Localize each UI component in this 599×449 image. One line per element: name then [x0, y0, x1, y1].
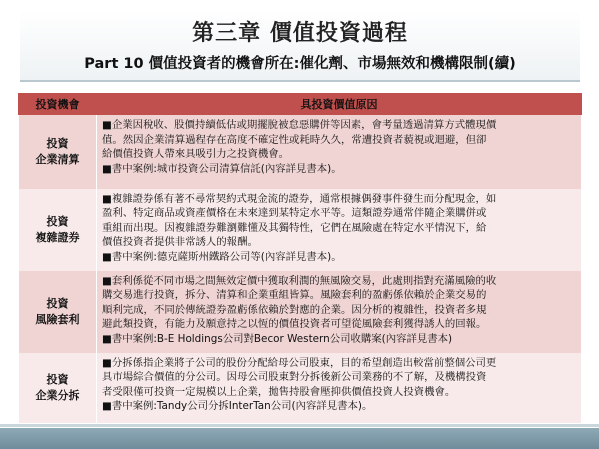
footer-divider: [0, 424, 599, 427]
column-header-reason: 具投資價值原因: [97, 94, 582, 115]
category-line: 企業清算: [35, 152, 80, 166]
row-reason: [97, 189, 582, 271]
category-line: 投資: [46, 372, 69, 386]
row-category: [19, 271, 97, 353]
page-subtitle: Part 10 價值投資者的機會所在:催化劑、市場無效和機構限制(續): [84, 56, 516, 72]
category-line: 複雜證券: [35, 230, 80, 244]
reason-line: 值。然因企業清算過程存在高度不確定性或耗時久久，常遭投資者藐視或迴避，但卻: [102, 133, 487, 146]
reason-line: 順利完成，不同於傳統證券盈虧係依賴於對應的企業。因分析的複雜性，投資者多規: [102, 303, 487, 316]
table-row: [19, 353, 582, 423]
row-reason: [97, 271, 582, 353]
table-row: [19, 115, 582, 189]
reason-line: ■分拆係指企業將子公司的股份分配給母公司股東，目的希望創造出較當前整個公司更: [102, 356, 497, 369]
reason-line: ■企業因稅收、股價持續低估或期擺脫被怠惡購併等因素，會考量透過清算方式體現價: [102, 119, 497, 131]
row-reason: [97, 115, 582, 189]
reason-line: 價值投資者提供非常誘人的報酬。: [102, 236, 258, 249]
reason-line: ■書中案例:德克薩斯州鐵路公司等(內容詳見書本)。: [102, 250, 342, 263]
row-category: [19, 189, 97, 271]
reason-line: 避此類投資，有能力及願意持之以恆的價值投資者可望從風險套利獲得誘人的回報。: [102, 318, 487, 331]
reason-line: ■書中案例:城市投資公司清算信託(內容詳見書本)。: [102, 162, 342, 175]
reason-line: ■複雜證券係有著不尋常契約式現金流的證券，通常根據偶發事件發生而分配現金，如: [102, 192, 497, 205]
reason-line: 者受限僅可投資一定規模以上企業，拋售持股會壓抑供價值投資人投資機會。: [102, 385, 456, 398]
category-line: 風險套利: [35, 312, 80, 326]
page-title: 第三章 價值投資過程: [192, 20, 408, 46]
column-header-opportunity: 投資機會: [19, 94, 97, 115]
reason-line: ■套利係從不同市場之間無效定價中獲取利潤的無風險交易，此處則指對充滿風險的收: [102, 274, 497, 287]
table-row: [19, 189, 582, 271]
footer-bar: [0, 428, 599, 449]
row-reason: [97, 353, 582, 423]
reason-line: 具市場綜合價值的分公司。因母公司股東對分拆後新公司業務的不了解，及機構投資: [102, 371, 487, 384]
table-row: [19, 271, 582, 353]
title-box: [20, 10, 580, 82]
category-line: 企業分拆: [35, 388, 80, 402]
row-category: [19, 353, 97, 423]
table-header-row: [19, 94, 582, 115]
row-category: [19, 115, 97, 189]
reason-line: 重組而出現。因複雜證券難瀏難懂及其獨特性，它們在風險處在特定水平情況下，給: [102, 221, 487, 234]
reason-line: ■書中案例:B-E Holdings公司對Becor Western公司收購案(內容詳見書本): [102, 332, 453, 345]
reason-line: ■書中案例:Tandy公司分拆InterTan公司(內容詳見書本)。: [102, 400, 373, 413]
reason-line: 購交易進行投資，拆分、清算和企業重組皆算。風險套利的盈虧係依賴於企業交易的: [102, 289, 487, 302]
category-line: 投資: [46, 136, 69, 150]
category-line: 投資: [46, 296, 69, 310]
investment-table: [18, 93, 582, 423]
reason-line: 給價值投資人帶來具吸引力之投資機會。: [102, 148, 290, 161]
category-line: 投資: [46, 214, 69, 228]
reason-line: 盈利、特定商品或資產價格在未來達到某特定水平等。這類證券通常伴隨企業購併或: [102, 207, 487, 220]
